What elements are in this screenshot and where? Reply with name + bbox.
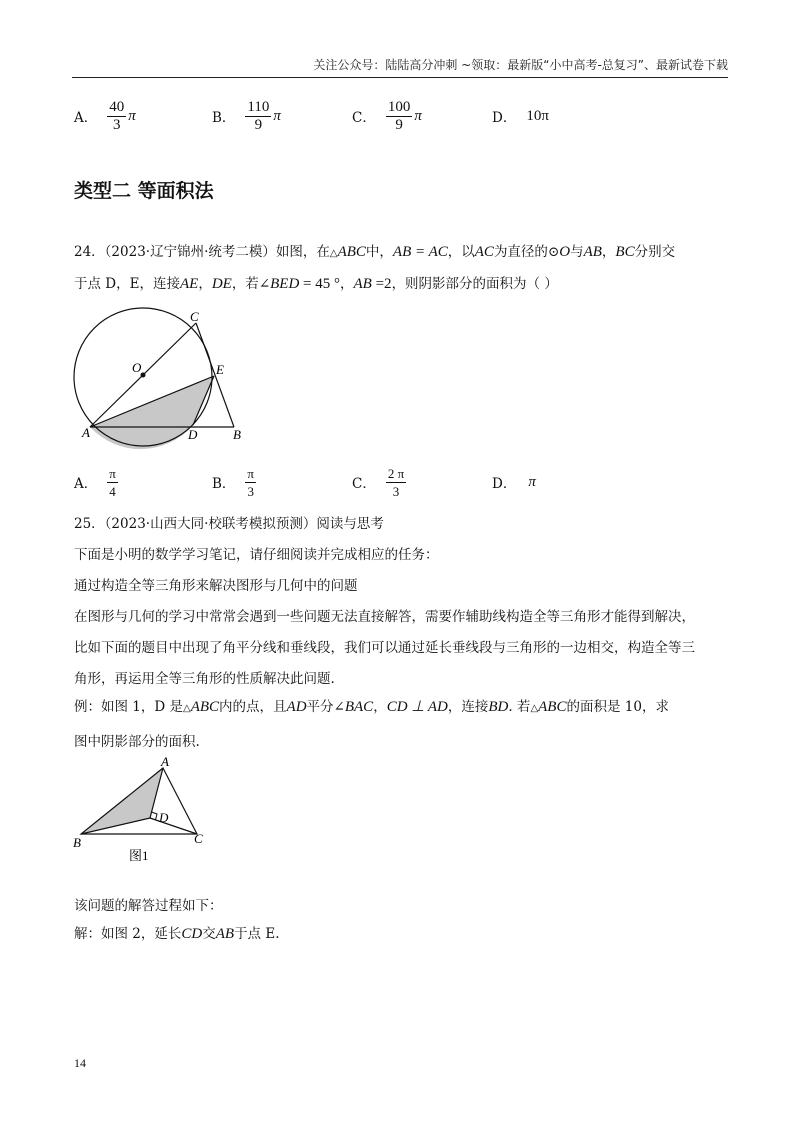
q23-options	[74, 96, 734, 136]
label-a: A	[161, 754, 169, 769]
q25-paragraph: 在图形与几何的学习中常常会遇到一些问题无法直接解答，需要作辅助线构造全等三角形才能得到解决，	[74, 609, 695, 625]
q24-option-a[interactable]: A． $\frac{\pi}{4}$	[74, 465, 116, 499]
q25-title: 25．（2023·山西大同·校联考模拟预测）阅读与思考	[74, 516, 384, 532]
label-b: B	[73, 835, 81, 850]
q24-line-2: 于点 D，E，连接AE，DE，若∠BED = 45 °，AB =2，则阴影部分的面积为（ ）	[74, 276, 558, 292]
fraction: $\frac{110}{9}$	[247, 98, 270, 133]
fraction: $\frac{\pi}{4}$	[109, 465, 116, 499]
q25-paragraph: 下面是小明的数学学习笔记，请仔细阅读并完成相应的任务：	[74, 547, 439, 563]
q24-line-1: 24．（2023·辽宁锦州·统考二模）如图，在△ABC中，AB = AC，以AC为直径的⊙O与AB，BC分别交	[74, 244, 676, 260]
q23-option-d[interactable]: D． 10π	[492, 107, 549, 126]
label-d: D	[159, 810, 169, 825]
q23-option-b[interactable]: B． $\frac{110}{9}$ π	[212, 98, 281, 133]
label-d: D	[188, 427, 198, 442]
q24-option-c[interactable]: C． $\frac{2 \pi}{3}$	[352, 465, 405, 499]
segment-bc	[196, 323, 234, 427]
label-a: A	[82, 425, 90, 440]
fraction: $\frac{\pi}{3}$	[247, 465, 254, 499]
label-c: C	[190, 309, 199, 324]
q23-option-c[interactable]: C． $\frac{100}{9}$ π	[352, 98, 422, 133]
label-c: C	[194, 831, 203, 846]
q23-option-a[interactable]: A． $\frac{40}{3}$ π	[74, 98, 136, 133]
q25-paragraph: 该问题的解答过程如下：	[74, 898, 223, 914]
fraction: $\frac{2 \pi}{3}$	[387, 465, 405, 499]
q24-option-b[interactable]: B． $\frac{\pi}{3}$	[212, 465, 254, 499]
label-b: B	[233, 427, 241, 442]
label-o: O	[132, 360, 142, 375]
q25-figure-1	[66, 754, 216, 870]
q25-paragraph: 图中阴影部分的面积.	[74, 734, 200, 750]
fraction: $\frac{100}{9}$	[387, 98, 411, 133]
fraction: $\frac{40}{3}$	[109, 98, 125, 133]
label-e: E	[216, 362, 224, 377]
section-title: 类型二 等面积法	[74, 180, 214, 202]
q25-paragraph: 通过构造全等三角形来解决图形与几何中的问题	[74, 578, 358, 594]
page-number: 14	[74, 1056, 86, 1070]
page-header: 关注公众号：陆陆高分冲刺 ~领取：最新版“小中高考-总复习”、最新试卷下载	[72, 56, 728, 78]
q25-paragraph: 角形，再运用全等三角形的性质解决此问题.	[74, 671, 335, 687]
q25-paragraph: 比如下面的题目中出现了角平分线和垂线段，我们可以通过延长垂线段与三角形的一边相交，构造全等三	[74, 640, 695, 656]
q24-option-d[interactable]: D． π	[492, 473, 536, 492]
q24-options	[74, 462, 734, 502]
q24-figure	[66, 304, 266, 452]
figure-caption: 图1	[129, 848, 149, 863]
q25-solution: 解：如图 2，延长CD交AB于点 E.	[74, 926, 280, 942]
q25-example: 例：如图 1，D 是△ABC内的点，且AD平分∠BAC，CD ⊥ AD，连接BD. 若△ABC的面积是 10，求	[74, 699, 669, 715]
